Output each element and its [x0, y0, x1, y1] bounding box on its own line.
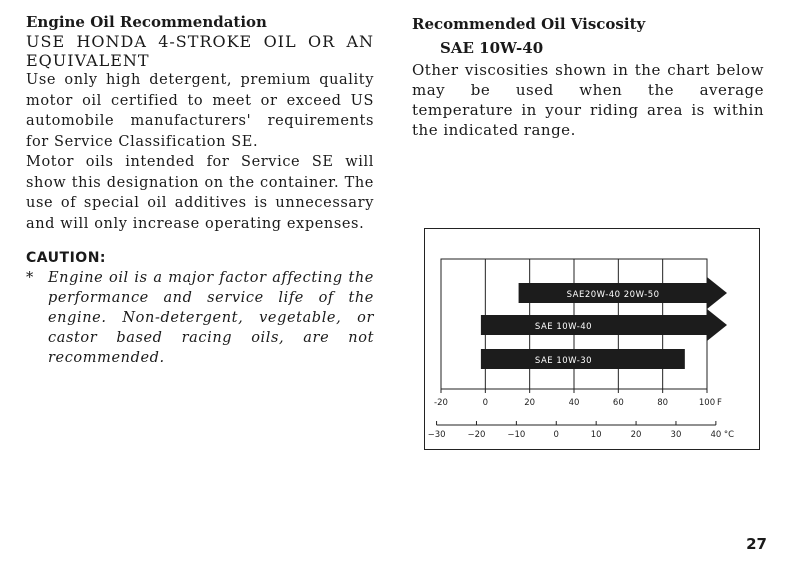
celsius-tick-label: 20	[630, 430, 642, 440]
celsius-tick-label: 10	[590, 430, 602, 440]
fahrenheit-tick-label: 0	[482, 398, 489, 408]
honda-oil-line-2: EQUIVALENT	[26, 51, 150, 70]
recommended-sae: SAE 10W-40	[440, 39, 544, 57]
fahrenheit-tick-label: -20	[434, 398, 448, 408]
celsius-tick-label: 0	[553, 430, 559, 440]
celsius-tick-label: 40	[710, 430, 722, 440]
viscosity-bar-label: SAE20W-40 20W-50	[566, 290, 660, 300]
celsius-tick-label: −20	[467, 430, 486, 440]
viscosity-paragraph: Other viscosities shown in the chart below may be used when the average temperature in your riding area is within the indicated range.	[412, 61, 764, 139]
celsius-tick-label: 30	[670, 430, 682, 440]
open-range-arrowhead	[707, 277, 727, 309]
asterisk-bullet: *	[26, 270, 34, 286]
viscosity-chart	[425, 229, 759, 449]
caution-item	[26, 268, 374, 368]
fahrenheit-unit-label: F	[717, 398, 722, 408]
page-number: 27	[746, 535, 767, 553]
viscosity-bar-label: SAE 10W-30	[534, 356, 593, 366]
viscosity-bar-label: SAE 10W-40	[534, 322, 593, 332]
caution-text: Engine oil is a major factor affecting the performance and service life of the engine. Non-detergent, vegetable, or castor based racing oils, are not recommended.	[48, 270, 374, 366]
fahrenheit-tick-label: 20	[524, 398, 536, 408]
fahrenheit-tick-label: 80	[657, 398, 669, 408]
service-se-paragraph: Motor oils intended for Service SE will show this designation on the container. The use of special oil additives is unnecessary and will only increase operating expenses.	[26, 154, 374, 232]
engine-oil-heading: Engine Oil Recommendation	[26, 13, 267, 31]
open-range-arrowhead	[707, 309, 727, 341]
right-column	[412, 14, 764, 140]
fahrenheit-tick-label: 100	[698, 398, 716, 408]
left-column	[26, 12, 374, 368]
viscosity-chart-frame	[424, 228, 760, 450]
viscosity-heading: Recommended Oil Viscosity	[412, 15, 646, 33]
fahrenheit-tick-label: 60	[612, 398, 624, 408]
celsius-unit-label: °C	[723, 430, 735, 440]
fahrenheit-tick-label: 40	[568, 398, 580, 408]
caution-title: CAUTION:	[26, 250, 107, 266]
honda-oil-line-1: USE HONDA 4-STROKE OIL OR AN	[26, 32, 374, 51]
celsius-tick-label: −10	[507, 430, 526, 440]
viscosity-bar	[481, 315, 707, 335]
celsius-tick-label: −30	[427, 430, 446, 440]
detergent-paragraph: Use only high detergent, premium quality motor oil certified to meet or exceed US automobile manufacturers' requirements for Service Classification SE.	[26, 72, 374, 150]
